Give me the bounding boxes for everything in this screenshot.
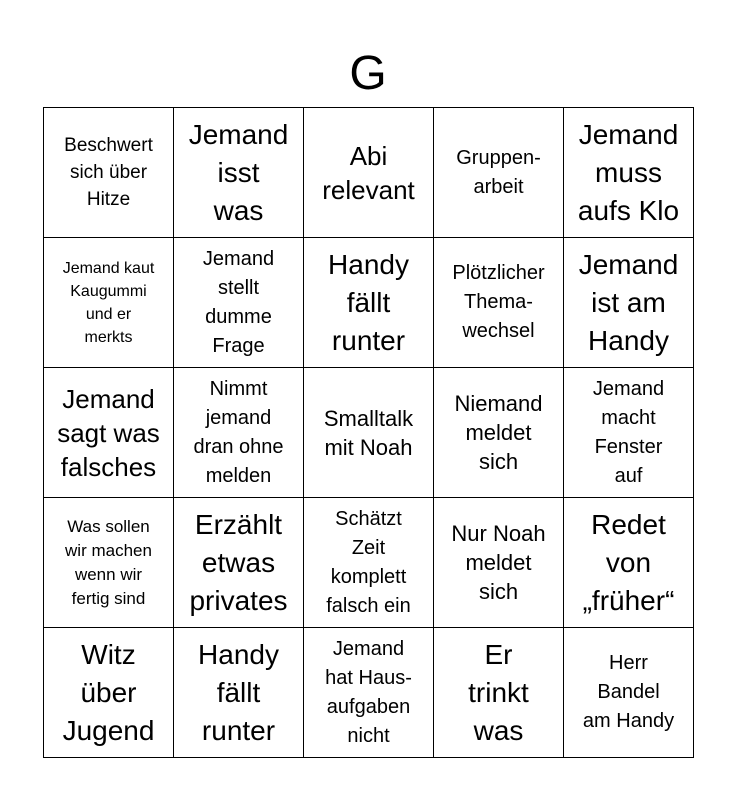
bingo-cell[interactable]: Schätzt Zeit komplett falsch ein bbox=[304, 498, 434, 628]
bingo-cell[interactable]: Erzählt etwas privates bbox=[174, 498, 304, 628]
bingo-cell[interactable]: Jemand macht Fenster auf bbox=[564, 368, 694, 498]
bingo-cell[interactable]: Witz über Jugend bbox=[44, 628, 174, 758]
bingo-cell[interactable]: Nimmt jemand dran ohne melden bbox=[174, 368, 304, 498]
bingo-cell[interactable]: Beschwert sich über Hitze bbox=[44, 108, 174, 238]
bingo-cell[interactable]: Nur Noah meldet sich bbox=[434, 498, 564, 628]
bingo-board bbox=[43, 107, 694, 758]
bingo-title: G bbox=[349, 47, 387, 100]
bingo-cell[interactable]: Gruppen- arbeit bbox=[434, 108, 564, 238]
bingo-cell[interactable]: Jemand hat Haus- aufgaben nicht bbox=[304, 628, 434, 758]
bingo-cell[interactable]: Redet von „früher“ bbox=[564, 498, 694, 628]
bingo-cell[interactable]: Plötzlicher Thema- wechsel bbox=[434, 238, 564, 368]
bingo-cell[interactable]: Herr Bandel am Handy bbox=[564, 628, 694, 758]
board-row bbox=[44, 238, 694, 368]
board-row bbox=[44, 498, 694, 628]
bingo-cell[interactable]: Was sollen wir machen wenn wir fertig sind bbox=[44, 498, 174, 628]
board-row bbox=[44, 628, 694, 758]
bingo-cell[interactable]: Niemand meldet sich bbox=[434, 368, 564, 498]
bingo-cell[interactable]: Jemand sagt was falsches bbox=[44, 368, 174, 498]
bingo-cell[interactable]: Jemand muss aufs Klo bbox=[564, 108, 694, 238]
bingo-cell[interactable]: Jemand kaut Kaugummi und er merkts bbox=[44, 238, 174, 368]
board-row bbox=[44, 108, 694, 238]
bingo-cell[interactable]: Jemand stellt dumme Frage bbox=[174, 238, 304, 368]
board-row bbox=[44, 368, 694, 498]
bingo-cell[interactable]: Handy fällt runter bbox=[174, 628, 304, 758]
bingo-cell[interactable]: Jemand isst was bbox=[174, 108, 304, 238]
bingo-cell[interactable]: Abi relevant bbox=[304, 108, 434, 238]
bingo-cell[interactable]: Handy fällt runter bbox=[304, 238, 434, 368]
bingo-cell[interactable]: Smalltalk mit Noah bbox=[304, 368, 434, 498]
bingo-cell[interactable]: Er trinkt was bbox=[434, 628, 564, 758]
bingo-cell[interactable]: Jemand ist am Handy bbox=[564, 238, 694, 368]
